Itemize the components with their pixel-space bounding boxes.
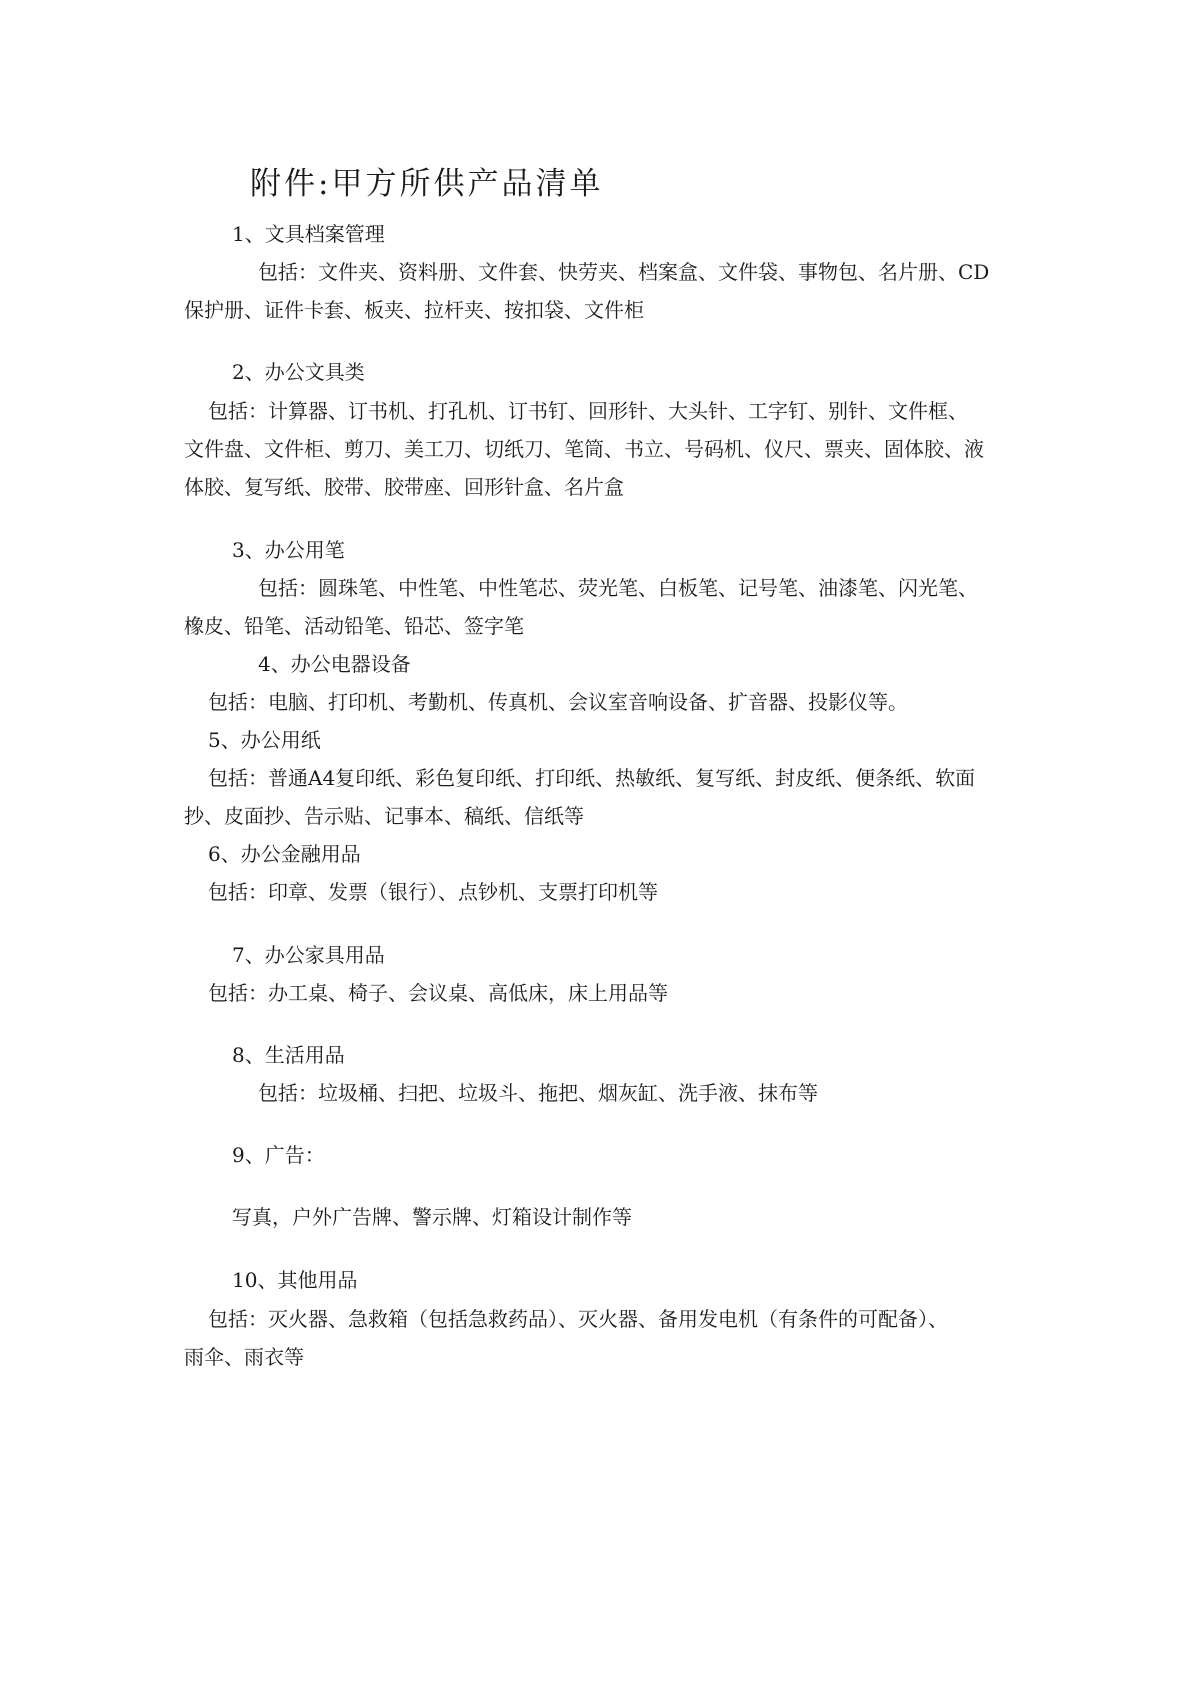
section-heading: 9、广告： — [232, 1143, 325, 1167]
section-text-line: 保护册、证件卡套、板夹、拉杆夹、按扣袋、文件柜 — [184, 298, 644, 322]
section-heading: 6、办公金融用品 — [208, 842, 361, 866]
section-heading: 5、办公用纸 — [208, 728, 321, 752]
section-heading: 10、其他用品 — [232, 1268, 358, 1292]
section-heading: 3、办公用笔 — [232, 538, 345, 562]
section-heading: 2、办公文具类 — [232, 360, 365, 384]
section-text-line: 包括：垃圾桶、扫把、垃圾斗、拖把、烟灰缸、洗手液、抹布等 — [258, 1081, 818, 1105]
section-text-line: 雨伞、雨衣等 — [184, 1345, 304, 1369]
section-heading: 4、办公电器设备 — [258, 652, 411, 676]
section-text-line: 包括：圆珠笔、中性笔、中性笔芯、荧光笔、白板笔、记号笔、油漆笔、闪光笔、 — [258, 576, 978, 600]
section-text-line: 体胶、复写纸、胶带、胶带座、回形针盒、名片盒 — [184, 475, 624, 499]
section-text-sans: 灯箱设计制作等 — [492, 1205, 632, 1229]
section-text-line: 包括：办工桌、椅子、会议桌、高低床，床上用品等 — [208, 981, 668, 1005]
section-text-line: 橡皮、铅笔、活动铅笔、铅芯、签字笔 — [184, 614, 524, 638]
section-text-line: 包括：文件夹、资料册、文件套、快劳夹、档案盒、文件袋、事物包、名片册、CD — [258, 260, 990, 284]
section-heading: 8、生活用品 — [232, 1043, 345, 1067]
section-text-line: 包括：印章、发票（银行）、点钞机、支票打印机等 — [208, 880, 658, 904]
section-text-line: 包括：普通A4复印纸、彩色复印纸、打印纸、热敏纸、复写纸、封皮纸、便条纸、软面 — [208, 766, 976, 790]
page-title: 附件:甲方所供产品清单 — [250, 166, 604, 202]
section-text-line: 包括：灭火器、急救箱（包括急救药品）、灭火器、备用发电机（有条件的可配备）、 — [208, 1307, 948, 1331]
section-heading: 1、文具档案管理 — [232, 222, 385, 246]
section-text-line: 文件盘、文件柜、剪刀、美工刀、切纸刀、笔筒、书立、号码机、仪尺、票夹、固体胶、液 — [184, 437, 984, 461]
section-text-line: 包括：电脑、打印机、考勤机、传真机、会议室音响设备、扩音器、投影仪等。 — [208, 690, 908, 714]
section-heading: 7、办公家具用品 — [232, 943, 385, 967]
section-text-line: 包括：计算器、订书机、打孔机、订书钉、回形针、大头针、工字钉、别针、文件框、 — [208, 399, 968, 423]
section-text-serif: 写真，户外广告牌、警示牌、 — [232, 1205, 492, 1229]
section-text-line — [232, 1204, 632, 1230]
section-text-line: 抄、皮面抄、告示贴、记事本、稿纸、信纸等 — [184, 804, 584, 828]
